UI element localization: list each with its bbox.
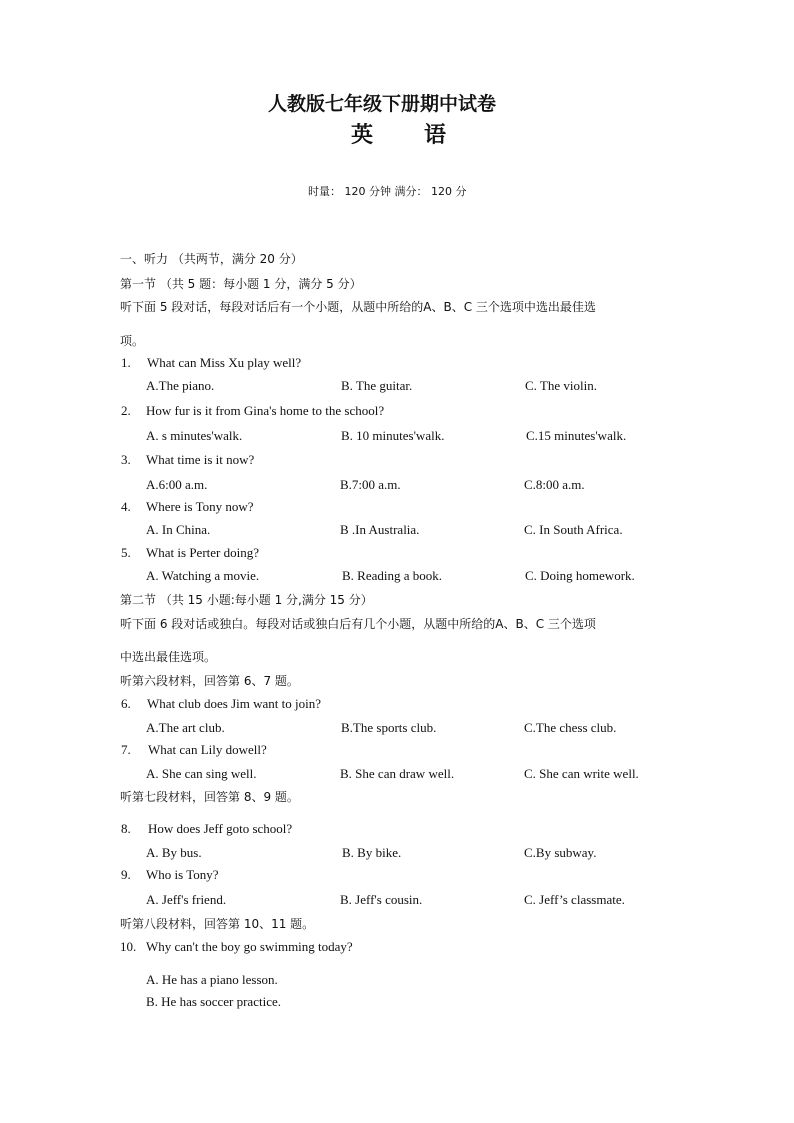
exam-time-info: 时量： 120 分钟 满分： 120 分 bbox=[308, 185, 467, 198]
question-number: 8. bbox=[121, 821, 131, 836]
part1-heading: 第一节 （共 5 题：每小题 1 分，满分 5 分） bbox=[120, 277, 362, 291]
option-c: C.15 minutes'walk. bbox=[526, 428, 627, 443]
option-a: A. s minutes'walk. bbox=[146, 428, 243, 443]
part2-heading: 第二节 （共 15 小题:每小题 1 分,满分 15 分） bbox=[120, 593, 373, 607]
part1-instruction-line1: 听下面 5 段对话，每段对话后有一个小题，从题中所给的A、B、C 三个选项中选出最佳选 bbox=[120, 300, 596, 314]
option-a: A. He has a piano lesson. bbox=[146, 972, 278, 987]
option-a: A. Watching a movie. bbox=[146, 568, 260, 583]
question-text: How fur is it from Gina's home to the school? bbox=[146, 403, 385, 418]
question-text: Why can't the boy go swimming today? bbox=[146, 939, 353, 954]
material-7-heading: 听第七段材料，回答第 8、9 题。 bbox=[120, 790, 299, 804]
option-a: A. She can sing well. bbox=[146, 766, 257, 781]
option-a: A. Jeff's friend. bbox=[146, 892, 227, 907]
option-c: C.The chess club. bbox=[524, 720, 617, 735]
question-text: What club does Jim want to join? bbox=[147, 696, 322, 711]
question-text: What is Perter doing? bbox=[146, 545, 259, 560]
option-a: A.6:00 a.m. bbox=[146, 477, 208, 492]
subject-char-1: 英 bbox=[351, 123, 374, 148]
part2-instruction-line2: 中选出最佳选项。 bbox=[120, 650, 217, 664]
option-b: B.7:00 a.m. bbox=[340, 477, 401, 492]
question-text: Who is Tony? bbox=[146, 867, 219, 882]
question-text: What can Miss Xu play well? bbox=[147, 355, 302, 370]
option-b: B.The sports club. bbox=[341, 720, 437, 735]
option-b: B. He has soccer practice. bbox=[146, 994, 281, 1009]
question-number: 9. bbox=[121, 867, 131, 882]
option-b: B. 10 minutes'walk. bbox=[341, 428, 445, 443]
option-a: A. By bus. bbox=[146, 845, 202, 860]
section-heading-listening: 一、听力 （共两节，满分 20 分） bbox=[120, 252, 303, 266]
question-number: 3. bbox=[121, 452, 131, 467]
option-c: C. Jeff’s classmate. bbox=[524, 892, 625, 907]
option-b: B .In Australia. bbox=[340, 522, 420, 537]
option-c: C. In South Africa. bbox=[524, 522, 623, 537]
question-number: 10. bbox=[120, 939, 137, 954]
subject-char-2: 语 bbox=[424, 123, 447, 148]
option-b: B. By bike. bbox=[342, 845, 402, 860]
option-c: C.By subway. bbox=[524, 845, 597, 860]
option-b: B. Reading a book. bbox=[342, 568, 443, 583]
option-c: C. The violin. bbox=[525, 378, 597, 393]
page-title: 人教版七年级下册期中试卷 bbox=[268, 93, 497, 115]
option-a: A.The piano. bbox=[146, 378, 215, 393]
question-number: 1. bbox=[121, 355, 131, 370]
option-c: C. Doing homework. bbox=[525, 568, 635, 583]
option-c: C. She can write well. bbox=[524, 766, 639, 781]
option-a: A.The art club. bbox=[146, 720, 225, 735]
question-text: What can Lily dowell? bbox=[148, 742, 267, 757]
question-number: 7. bbox=[121, 742, 131, 757]
option-c: C.8:00 a.m. bbox=[524, 477, 585, 492]
question-number: 4. bbox=[121, 499, 131, 514]
question-number: 5. bbox=[121, 545, 131, 560]
option-b: B. She can draw well. bbox=[340, 766, 455, 781]
material-8-heading: 听第八段材料，回答第 10、11 题。 bbox=[120, 917, 315, 931]
part1-instruction-line2: 项。 bbox=[120, 334, 145, 348]
question-text: Where is Tony now? bbox=[146, 499, 254, 514]
option-b: B. Jeff's cousin. bbox=[340, 892, 423, 907]
question-text: How does Jeff goto school? bbox=[148, 821, 293, 836]
question-number: 2. bbox=[121, 403, 131, 418]
option-a: A. In China. bbox=[146, 522, 211, 537]
material-6-heading: 听第六段材料，回答第 6、7 题。 bbox=[120, 674, 299, 688]
part2-instruction-line1: 听下面 6 段对话或独白。每段对话或独白后有几个小题，从题中所给的A、B、C 三个选项 bbox=[120, 617, 596, 631]
option-b: B. The guitar. bbox=[341, 378, 413, 393]
question-number: 6. bbox=[121, 696, 131, 711]
question-text: What time is it now? bbox=[146, 452, 255, 467]
